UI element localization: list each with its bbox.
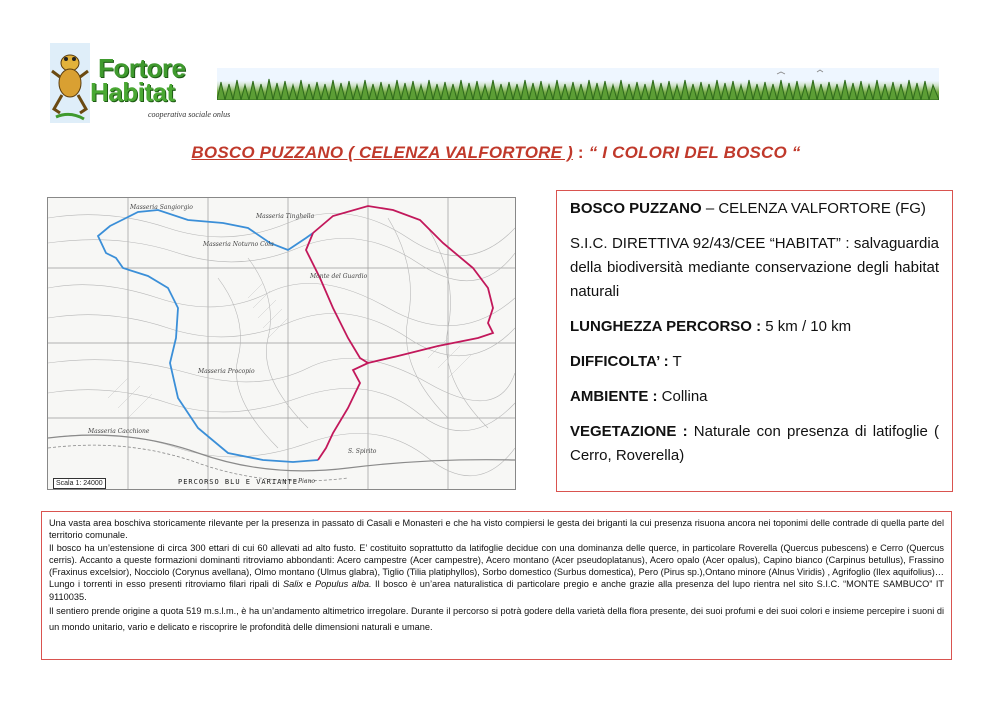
info-vegetation [570,420,939,468]
info-difficulty [570,350,939,374]
info-length [570,315,939,339]
logo-subtitle: cooperativa sociale onlus [148,110,231,119]
info-difficulty-label: DIFFICOLTA’ : [570,353,669,370]
logo [50,43,231,123]
title-separator: : [577,143,584,162]
description-box [41,511,952,660]
info-vegetation-value: Naturale con presenza di latifoglie ( Cerro, Roverella) [570,423,940,464]
info-length-value: 5 km / 10 km [761,318,852,335]
map-label-6: Masseria Cacchione [88,428,150,435]
logo-text-fortore: Fortore [98,53,186,83]
description-p2-and: e [302,579,315,590]
description-paragraph-2 [49,542,944,603]
description-paragraph-1: Una vasta area boschiva storicamente rilevante per la presenza in passato di Casali e Monasteri e che ha visto compiersi le gesta dei briganti la cui presenza risuona ancora nei toponimi delle contrade di quella parte del territorio comunale. [49,518,944,541]
map-label-3: Masseria Noturno Cola [203,241,274,248]
info-environment-label: AMBIENTE : [570,388,658,405]
frog-mascot-icon [50,43,90,123]
map-scale-label: Scala 1: 24000 [53,478,106,489]
info-environment [570,385,939,409]
title-theme: “ I COLORI DEL BOSCO “ [588,143,801,162]
description-p2-main: Il bosco ha un’estensione di circa 300 ettari di cui 60 allevati ad alto fusto. E’ costituito soprattutto da latifoglie decidue con una dominanza delle querce, in particolare Roverella (Quercus pubescens) e Cerro (Quercus cerris). Accanto a queste formazioni dominanti ritroviamo abbondanti: Acero campestre (Acer campestre), Acero montano (Acer pseudoplatanus), Acero opalo (Acer opalus), Capino bianco (Carpinus betullus), Frassino (Fraxinus excelsior), Nocciolo (Corynus avellana), Olmo montano (Ulmus glabra), Tiglio (Tilia platiphyllos), Sorbo domestico (Surbus domestica), Pero (Pirus sp.),Ontano minore (Alnus Viridis) , Agrifoglio (Ilex aquifolius)… Lungo i torrenti in esso presenti ritroviamo filari ripali di [49,542,944,590]
info-box [556,190,953,492]
info-sic: S.I.C. DIRETTIVA 92/43/CEE “HABITAT” : salvaguardia della biodiversità mediante conservazione degli habitat naturali [570,235,939,300]
grass-banner-image [217,68,939,100]
description-p2-end: Il bosco è un’area naturalistica di particolare pregio e anche grazie alla presenza del lupo rientra nel sito S.I.C. “MONTE SAMBUCO” IT 9110035. [49,579,944,602]
info-site-location: – CELENZA VALFORTORE (FG) [701,200,926,217]
info-vegetation-label: VEGETAZIONE : [570,423,688,440]
page-title [0,143,992,163]
map-label-8: Piano [298,478,316,485]
description-paragraph-3: Il sentiero prende origine a quota 519 m.s.l.m., è ha un’andamento altimetrico irregolare. Durante il percorso si potrà godere della varietà della flora presente, dei suoi profumi e dei suoi colori e insieme percepire i suoni di un mondo unitario, vario e delicato e riscoprire le profondità delle dimensioni naturali e umane. [49,606,944,633]
map-label-5: Masseria Procopio [198,368,255,375]
info-site [570,197,939,221]
topographic-map-icon [48,198,515,489]
info-site-name: BOSCO PUZZANO [570,200,702,217]
map-label-1: Masseria Sangiorgio [130,204,193,211]
info-difficulty-value: T [668,353,682,370]
description-p2-populus: Populus alba. [314,579,372,590]
map-route-caption: PERCORSO BLU E VARIANTE [178,478,298,486]
title-place: BOSCO PUZZANO ( CELENZA VALFORTORE ) [191,143,573,162]
map-label-4: Monte del Guardio [310,273,368,280]
info-length-label: LUNGHEZZA PERCORSO : [570,318,762,335]
description-p2-salix: Salix [282,579,303,590]
map-label-7: S. Spirito [348,448,377,455]
info-environment-value: Collina [657,388,708,405]
map-label-2: Masseria Tinghella [256,213,315,220]
logo-text-habitat: Habitat [90,77,175,107]
trail-map-image [47,197,516,490]
